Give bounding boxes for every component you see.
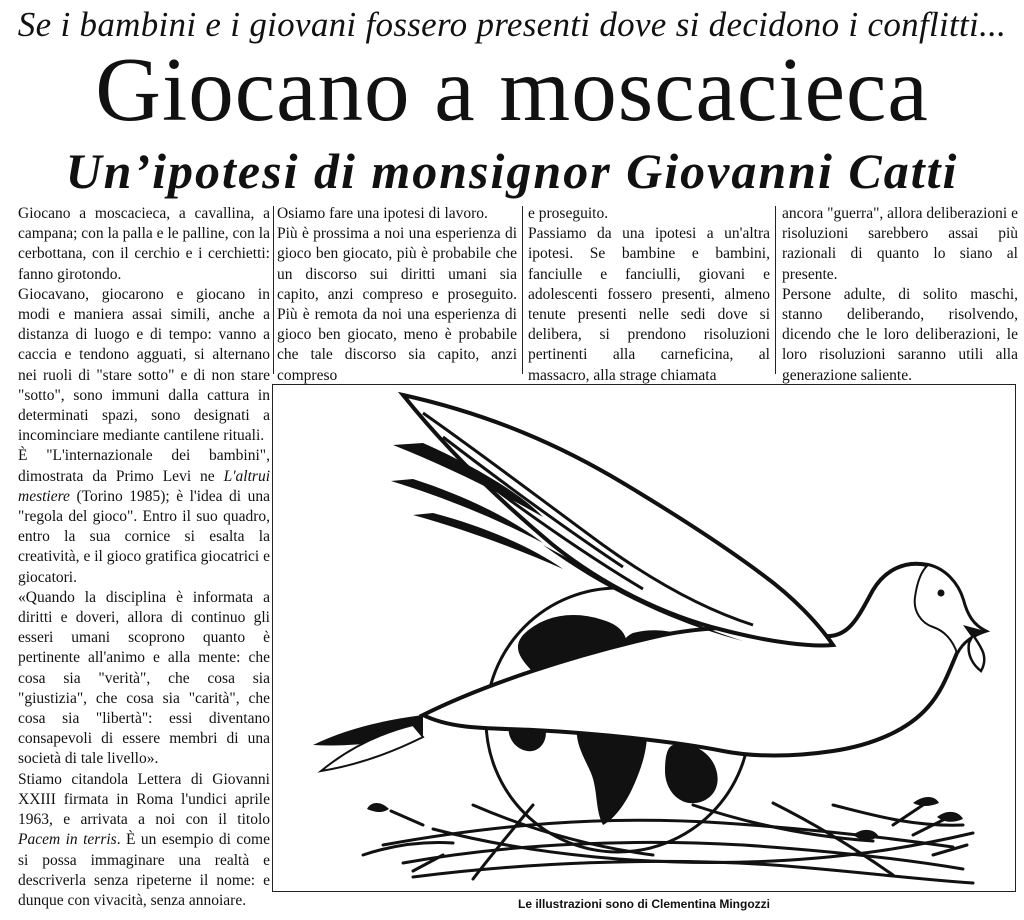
- paragraph: [18, 770, 270, 911]
- text-span: . È un esempio di come si possa immaginare una realtà e descriverla senza ripeterne il nome: e dunque con vivacità, senza annoiare.: [18, 831, 270, 909]
- subhead: Un’ipotesi di monsignor Giovanni Catti: [65, 143, 959, 199]
- paragraph: Giocano a moscacieca, a cavallina, a campana; con la palla e le palline, con la cerbottana, con il cerchio e i cerchietti: fanno girotondo.: [18, 205, 270, 283]
- column-rule: [522, 206, 523, 374]
- text-span: Stiamo citandola Lettera di Giovanni XXIII firmata in Roma l'undici aprile 1963, e arrivata a noi con il titolo: [18, 770, 270, 829]
- paragraph: Osiamo fare una ipotesi di lavoro.: [277, 205, 488, 222]
- dove-on-globe-nest-icon: [273, 385, 1014, 890]
- paragraph: «Quando la disciplina è informata a diritti e doveri, allora di continuo gli esseri umani scoprono quanto è pertinente all'animo e alla mente: che cosa sia "verità", che cosa sia "giustizia", che cosa sia "carità", che cosa sia "libertà": essi diventano consapevoli di essere membri di una società di tale livello».: [18, 588, 270, 768]
- illustration-caption: Le illustrazioni sono di Clementina Mingozzi: [517, 897, 770, 911]
- text-span: È "L'internazionale dei bambini", dimostrata da Primo Levi ne: [18, 447, 270, 485]
- paragraph: Più è prossima a noi una esperienza di gioco ben giocato, più è probabile che un discorso sui diritti umani sia capito, anzi compreso e proseguito. Più è remota da noi una esperienza di gioco ben giocato, meno è probabile che tale discorso sia capito, anzi compreso: [277, 225, 517, 384]
- column-rule: [775, 206, 776, 374]
- document-title: Pacem in terris: [18, 831, 117, 849]
- paragraph: Passiamo da una ipotesi a un'altra ipotesi. Se bambine e bambini, fanciulle e fanciulli, giovani e adolescenti fossero presenti, almeno tenute presenti nelle sedi dove si delibera, si prendono risoluzioni pertinenti alla carneficina, al massacro, alla strage chiamata: [528, 225, 770, 384]
- paragraph: Persone adulte, di solito maschi, stanno deliberando, risolvendo, dicendo che le loro deliberazioni, le loro risoluzioni saranno utili alla generazione saliente.: [782, 285, 1018, 384]
- column-rule: [273, 206, 274, 374]
- headline: Giocano a moscacieca: [95, 39, 929, 140]
- text-span: (Torino 1985); è l'idea di una "regola del gioco". Entro il suo quadro, entro la sua cornice si esalta la creatività, e il gioco gratifica giocatrici e giocatori.: [18, 487, 270, 586]
- paragraph: Giocavano, giocarono e giocano in modi e maniera assai simili, anche a distanza di luogo e di tempo: vanno a caccia e tendono agguati, si alternano nei ruoli di "stare sotto" e di non stare "sotto", sono immuni dalla cattura in determinati spazi, sono designati a incominciare mediante cantilene rituali.: [18, 285, 270, 445]
- column-3: [528, 204, 770, 386]
- book-title: L'altrui mestiere: [18, 467, 270, 505]
- column-1: [18, 204, 270, 911]
- kicker: Se i bambini e i giovani fossero presenti dove si decidono i conflitti...: [17, 5, 1007, 44]
- paragraph: e proseguito.: [528, 205, 609, 222]
- dove-globe-illustration: [272, 384, 1016, 892]
- column-4: [782, 204, 1018, 386]
- paragraph: ancora "guerra", allora deliberazioni e risoluzioni sarebbero assai più razionali di quanto lo siano al presente.: [782, 205, 1018, 283]
- paragraph: [18, 446, 270, 587]
- column-2: [277, 204, 517, 386]
